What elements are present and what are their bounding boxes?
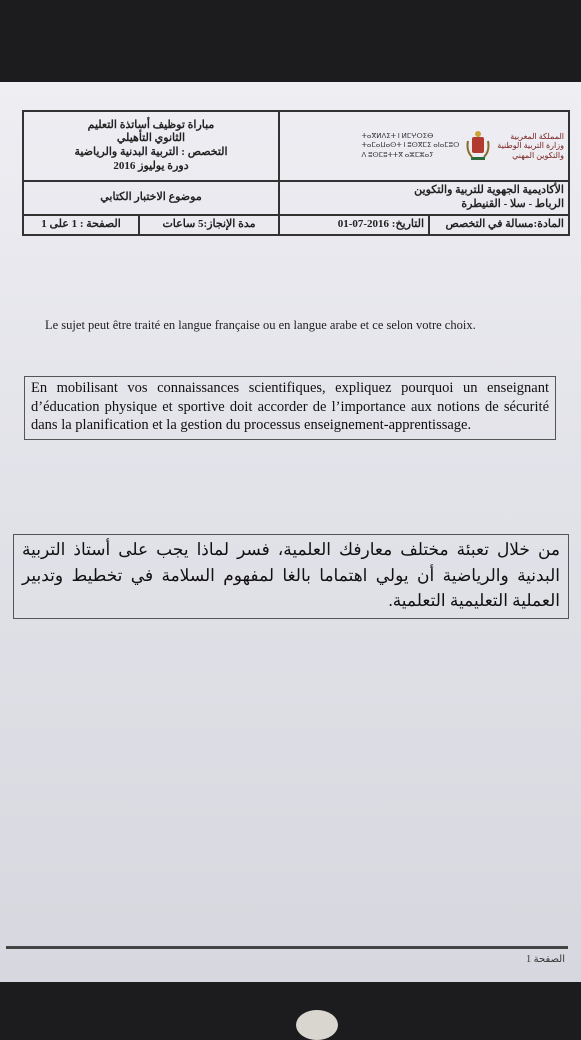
date-cell (279, 215, 429, 235)
question-box-french: En mobilisant vos connaissances scientifiques, expliquez pourquoi un enseignant d’éducation physique et sportive doit accorder de l’importance aux notions de sécurité dans la planification et la gestion du processus enseignement-apprentissage. (24, 376, 556, 440)
date-value: 2016-07-01 (337, 217, 390, 230)
exam-session: دورة يوليوز 2016 (113, 159, 189, 172)
subject-title-cell (23, 181, 279, 215)
exam-header-table (22, 110, 570, 236)
question-box-arabic: من خلال تعبئة مختلف معارفك العلمية، فسر لماذا يجب على أستاذ التربية البدنية والرياضية أن يولي اهتماما بالغا لمفهوم السلامة في تخطيط وتدبير العملية التعليمية التعلمية. (13, 534, 569, 619)
subject-title: موضوع الاختبار الكتابي (100, 190, 202, 203)
language-statement: Le sujet peut être traité en langue française ou en langue arabe et ce selon votre choix. (45, 318, 476, 332)
page-count: الصفحة : 1 على 1 (41, 217, 121, 230)
academy-region: الرباط - سلا - القنيطرة (461, 197, 564, 210)
page-cell (23, 215, 139, 235)
ministry-name-tifinagh: ⵜⴰⴳⵍⴷⵉⵜ ⵏ ⵍⵎⵖⵔⵉⴱ ⵜⴰⵎⴰⵡⴰⵙⵜ ⵏ ⵓⵙⴳⵎⵉ ⴰⵏⴰⵎⵓⵔ ⴷ ⵓⵙⵎⵓⵜⵜⴳ ⴰⵣⵎⵣⴰⵢ (361, 132, 460, 159)
academy-name: الأكاديمية الجهوية للتربية والتكوين (414, 184, 564, 196)
footer-page-number: الصفحة 1 (526, 954, 565, 965)
exam-title-line1: مباراة توظيف أساتذة التعليم (87, 118, 215, 131)
subject-label: المادة:مسالة في التخصص (445, 217, 564, 230)
academy-cell (279, 181, 569, 215)
footer-divider (6, 946, 568, 949)
exam-title-cell (23, 111, 279, 181)
background-object (296, 1010, 338, 1040)
exam-paper (0, 82, 581, 982)
royal-emblem-icon (465, 129, 491, 163)
ministry-cell (279, 111, 569, 181)
exam-title-line2: الثانوي التأهيلي (116, 132, 186, 145)
duration-cell (139, 215, 279, 235)
ministry-name-arabic: المملكة المغربية وزارة التربية الوطنية والتكوين المهني (497, 132, 564, 160)
ministry-logo-block (284, 129, 564, 163)
subject-cell (429, 215, 569, 235)
exam-specialty: التخصص : التربية البدنية والرياضية (74, 146, 228, 158)
duration-label: مدة الإنجاز:5 ساعات (162, 217, 256, 230)
date-label: التاريخ: (391, 217, 424, 230)
